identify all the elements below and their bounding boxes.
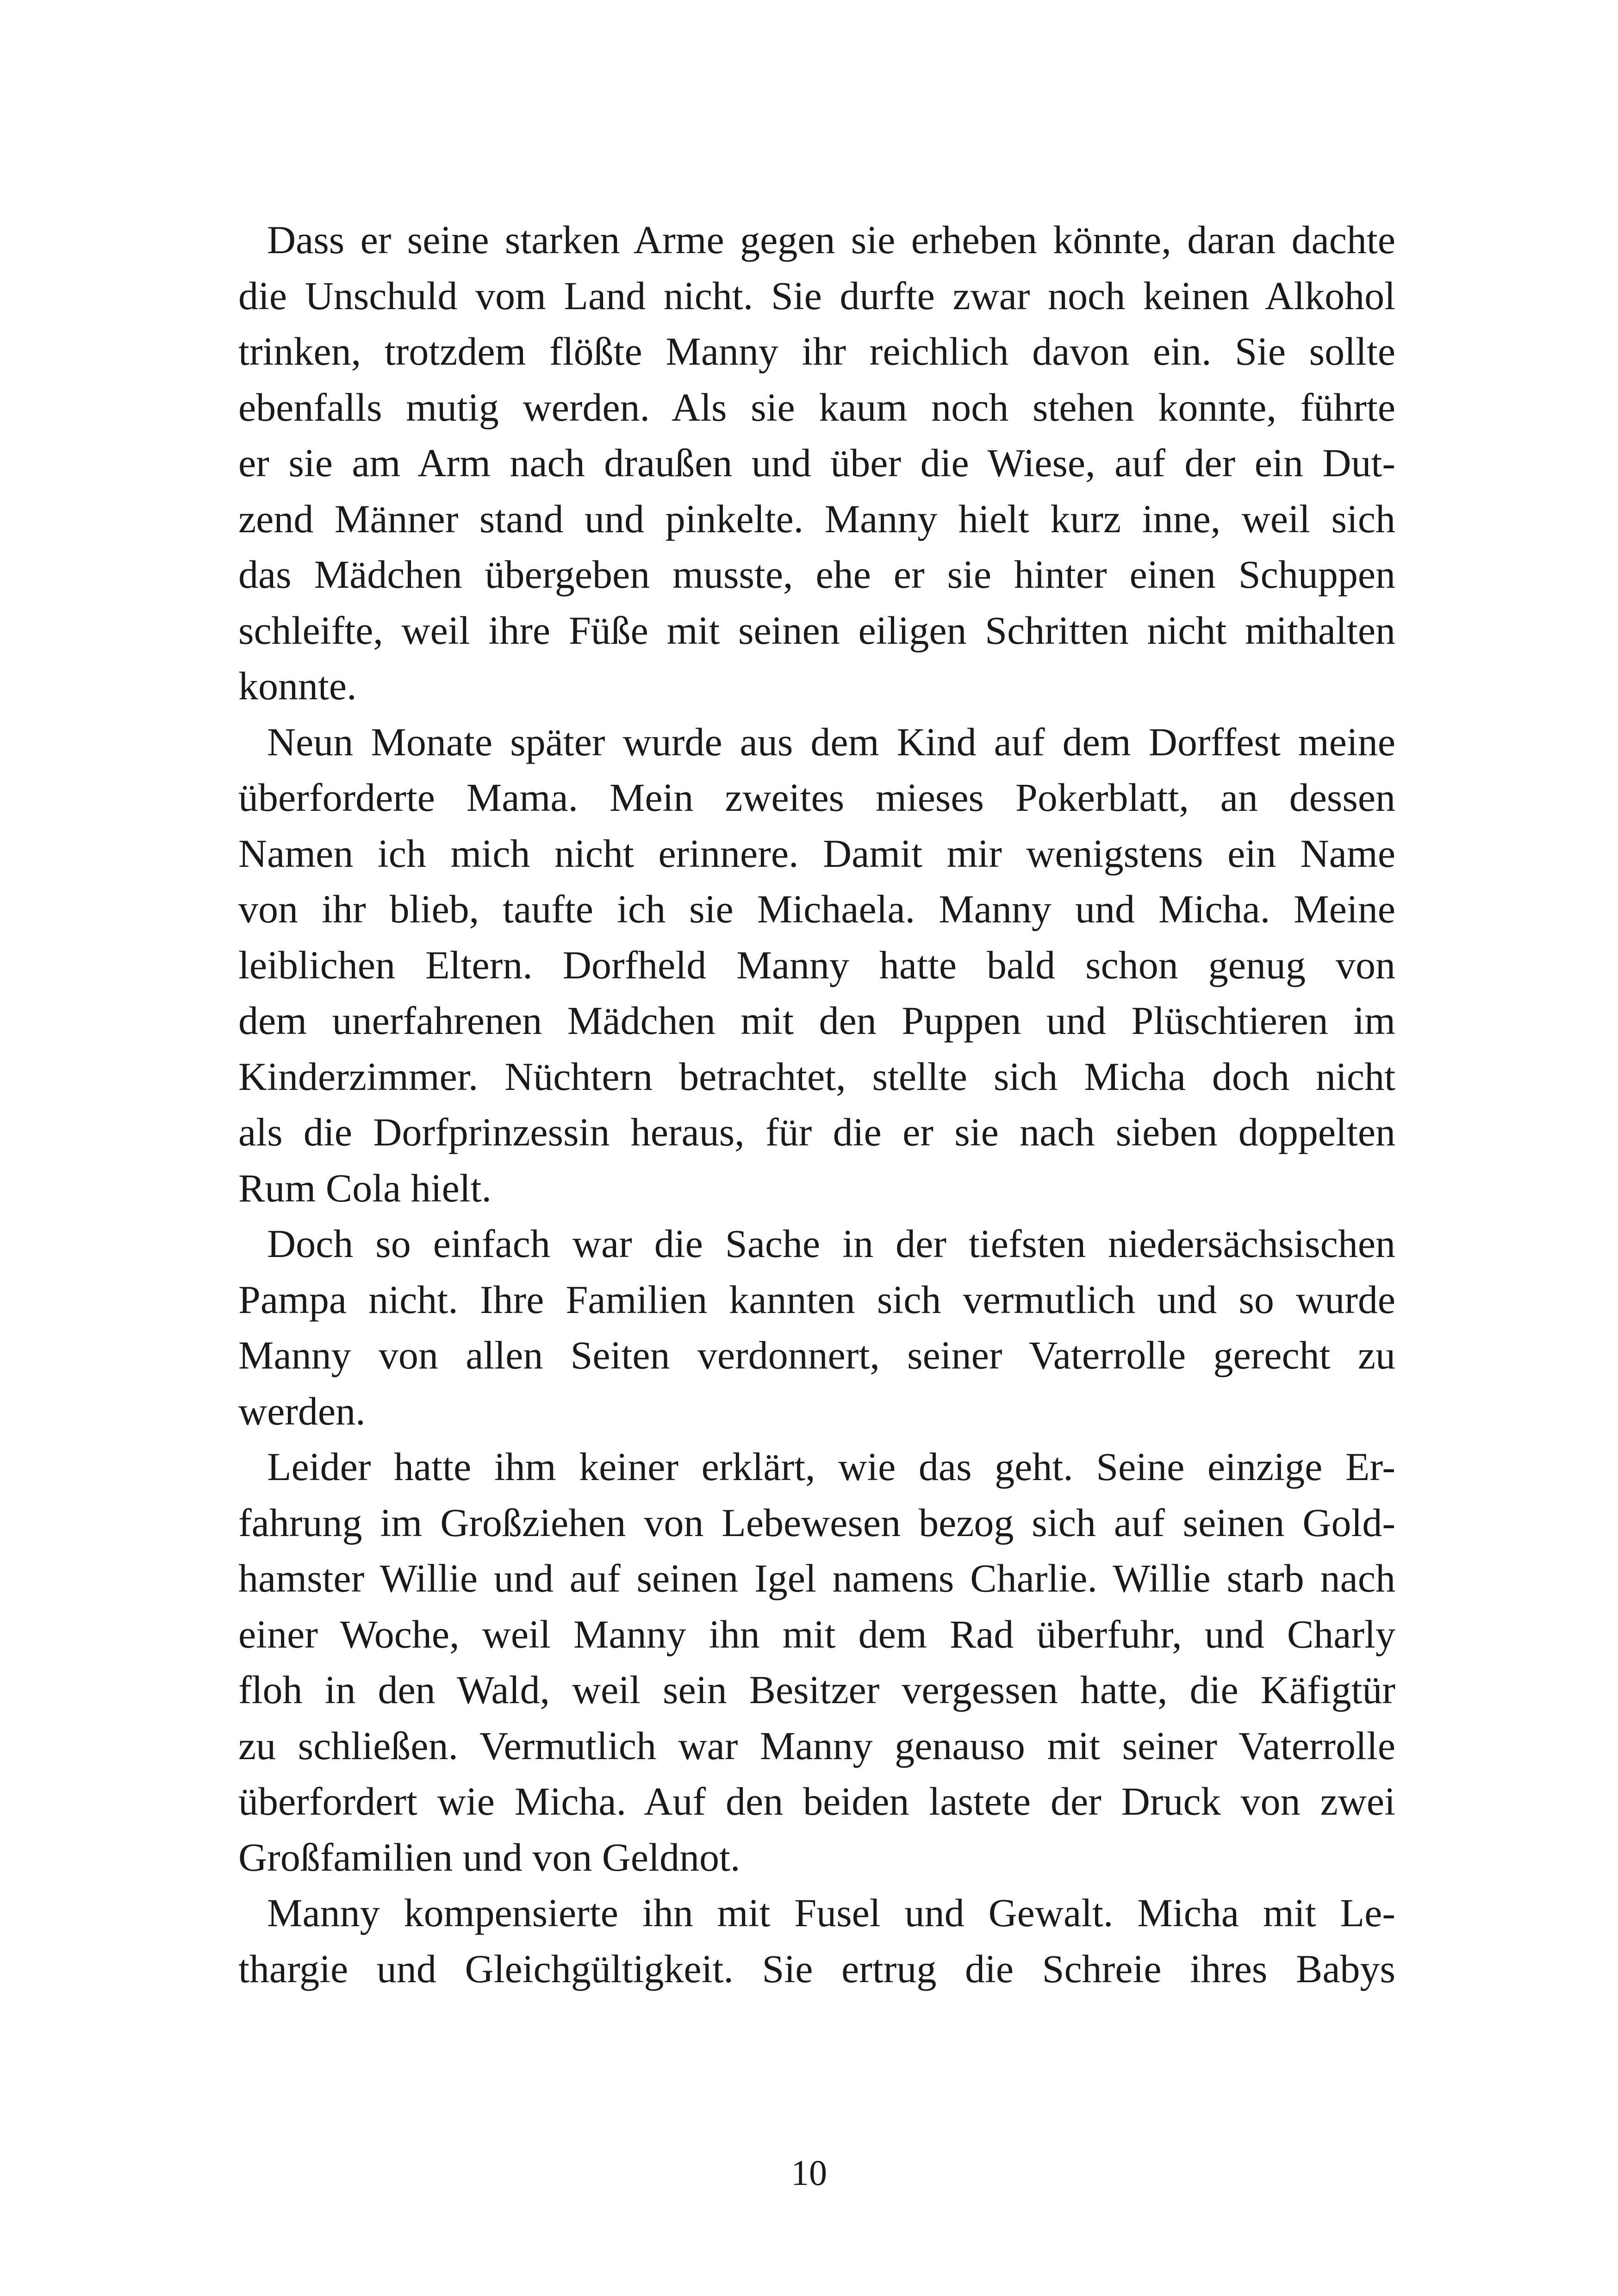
text-line: Dass er seine starken Arme gegen sie erheben könnte, daran dachte	[267, 218, 1395, 262]
text-line: werden.	[238, 1388, 366, 1433]
text-line: dem unerfahrenen Mädchen mit den Puppen und Plüschtieren im	[238, 998, 1395, 1043]
text-line: Namen ich mich nicht erinnere. Damit mir wenigstens ein Name	[238, 831, 1395, 876]
text-line: leiblichen Eltern. Dorfheld Manny hatte bald schon genug von	[238, 942, 1395, 987]
paragraph-3	[238, 1216, 1395, 1439]
text-line: als die Dorfprinzessin heraus, für die er sie nach sieben doppelten	[238, 1110, 1395, 1154]
text-line: Neun Monate später wurde aus dem Kind auf dem Dorffest meine	[267, 719, 1395, 764]
text-line: überfordert wie Micha. Auf den beiden lastete der Druck von zwei	[238, 1779, 1395, 1823]
text-line: thargie und Gleichgültigkeit. Sie ertrug die Schreie ihres Babys	[238, 1946, 1395, 1991]
text-line: hamster Willie und auf seinen Igel namens Charlie. Willie starb nach	[238, 1556, 1395, 1600]
page-number: 10	[791, 2153, 827, 2193]
text-line: Großfamilien und von Geldnot.	[238, 1835, 741, 1879]
text-line: Pampa nicht. Ihre Familien kannten sich vermutlich und so wurde	[238, 1277, 1395, 1322]
text-line: Manny kompensierte ihn mit Fusel und Gewalt. Micha mit Le-	[267, 1891, 1395, 1935]
text-line: Leider hatte ihm keiner erklärt, wie das geht. Seine einzige Er-	[267, 1444, 1395, 1489]
text-line: zu schließen. Vermutlich war Manny genauso mit seiner Vaterrolle	[238, 1723, 1395, 1768]
paragraph-5	[238, 1885, 1395, 1997]
text-line: er sie am Arm nach draußen und über die Wiese, auf der ein Dut-	[238, 441, 1395, 485]
text-line: zend Männer stand und pinkelte. Manny hielt kurz inne, weil sich	[238, 496, 1395, 541]
text-line: Rum Cola hielt.	[238, 1165, 492, 1210]
text-line: ebenfalls mutig werden. Als sie kaum noch stehen konnte, führte	[238, 385, 1395, 429]
text-line: die Unschuld vom Land nicht. Sie durfte zwar noch keinen Alkohol	[238, 273, 1395, 318]
text-line: Kinderzimmer. Nüchtern betrachtet, stellte sich Micha doch nicht	[238, 1054, 1395, 1099]
text-line: überforderte Mama. Mein zweites mieses Pokerblatt, an dessen	[238, 775, 1395, 820]
body-text	[238, 212, 1395, 1997]
text-line: schleifte, weil ihre Füße mit seinen eiligen Schritten nicht mithalten	[238, 608, 1395, 653]
text-line: konnte.	[238, 664, 357, 708]
text-line: Manny von allen Seiten verdonnert, seiner Vaterrolle gerecht zu	[238, 1333, 1395, 1377]
text-line: fahrung im Großziehen von Lebewesen bezog sich auf seinen Gold-	[238, 1500, 1395, 1545]
text-line: das Mädchen übergeben musste, ehe er sie hinter einen Schuppen	[238, 552, 1395, 597]
paragraph-1	[238, 212, 1395, 714]
paragraph-4	[238, 1439, 1395, 1885]
paragraph-2	[238, 714, 1395, 1216]
text-line: trinken, trotzdem flößte Manny ihr reichlich davon ein. Sie sollte	[238, 329, 1395, 373]
text-line: einer Woche, weil Manny ihn mit dem Rad überfuhr, und Charly	[238, 1612, 1395, 1656]
text-line: Doch so einfach war die Sache in der tiefsten niedersächsischen	[267, 1221, 1395, 1266]
text-line: von ihr blieb, taufte ich sie Michaela. Manny und Micha. Meine	[238, 887, 1395, 931]
text-line: floh in den Wald, weil sein Besitzer vergessen hatte, die Käfigtür	[238, 1668, 1395, 1712]
